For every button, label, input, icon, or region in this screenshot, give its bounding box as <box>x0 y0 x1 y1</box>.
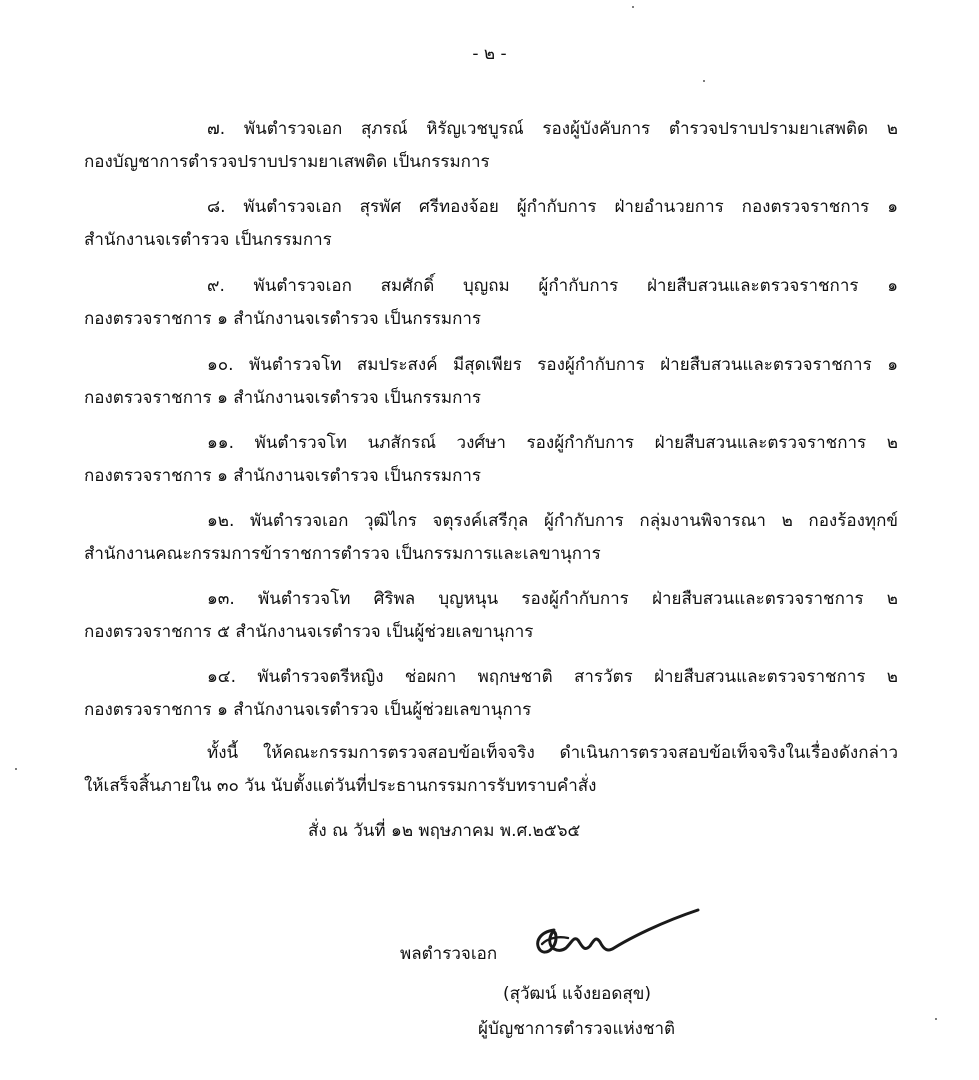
member-line-2: กองตรวจราชการ ๑ สำนักงานจเรตำรวจ เป็นผู้ช่วยเลขานุการ <box>84 700 532 720</box>
member-line-1: ๑๓. พันตำรวจโท ศิริพล บุญหนุน รองผู้กำกับการ ฝ่ายสืบสวนและตรวจราชการ ๒ <box>207 589 898 609</box>
member-line-1: ๘. พันตำรวจเอก สุรพัศ ศรีทองจ้อย ผู้กำกับการ ฝ่ายอำนวยการ กองตรวจราชการ ๑ <box>207 197 898 217</box>
member-item-9 <box>84 270 898 336</box>
scan-speck <box>935 1018 937 1020</box>
member-line-1: ๑๑. พันตำรวจโท นภสักรณ์ วงศ์ษา รองผู้กำกับการ ฝ่ายสืบสวนและตรวจราชการ ๒ <box>207 433 898 453</box>
member-line-1: ๑๔. พันตำรวจตรีหญิง ช่อผกา พฤกษชาติ สารวัตร ฝ่ายสืบสวนและตรวจราชการ ๒ <box>207 667 898 687</box>
member-item-10 <box>84 349 898 415</box>
member-line-2: กองบัญชาการตำรวจปราบปรามยาเสพติด เป็นกรรมการ <box>84 152 490 172</box>
member-item-13 <box>84 583 898 649</box>
instruction-line-1: ทั้งนี้ ให้คณะกรรมการตรวจสอบข้อเท็จจริง ดำเนินการตรวจสอบข้อเท็จจริงในเรื่องดังกล่าว <box>207 743 898 763</box>
signer-name: (สุวัฒน์ แจ้งยอดสุข) <box>503 984 651 1004</box>
scan-speck <box>15 768 17 770</box>
signer-rank: พลตำรวจเอก <box>400 944 498 964</box>
member-item-7 <box>84 113 898 179</box>
member-line-2: กองตรวจราชการ ๑ สำนักงานจเรตำรวจ เป็นกรรมการ <box>84 466 482 486</box>
member-line-2: กองตรวจราชการ ๕ สำนักงานจเรตำรวจ เป็นผู้ช่วยเลขานุการ <box>84 622 534 642</box>
member-item-11 <box>84 427 898 493</box>
member-line-1: ๗. พันตำรวจเอก สุภรณ์ หิรัญเวชบูรณ์ รองผู้บังคับการ ตำรวจปราบปรามยาเสพติด ๒ <box>207 119 898 139</box>
instruction-paragraph <box>84 737 898 803</box>
member-line-1: ๑๒. พันตำรวจเอก วุฒิไกร จตุรงค์เสรีกุล ผู้กำกับการ กลุ่มงานพิจารณา ๒ กองร้องทุกข์ <box>207 511 898 531</box>
handwritten-signature <box>512 908 712 978</box>
member-line-2: สำนักงานคณะกรรมการข้าราชการตำรวจ เป็นกรรมการและเลขานุการ <box>84 544 601 564</box>
member-item-14 <box>84 661 898 727</box>
instruction-line-2: ให้เสร็จสิ้นภายใน ๓๐ วัน นับตั้งแต่วันที่ประธานกรรมการรับทราบคำสั่ง <box>84 776 597 796</box>
signature-stroke <box>538 910 698 952</box>
member-line-1: ๑๐. พันตำรวจโท สมประสงค์ มีสุดเพียร รองผู้กำกับการ ฝ่ายสืบสวนและตรวจราชการ ๑ <box>207 355 898 375</box>
page-number: - ๒ - <box>472 44 507 64</box>
member-line-2: กองตรวจราชการ ๑ สำนักงานจเรตำรวจ เป็นกรรมการ <box>84 388 482 408</box>
member-line-1: ๙. พันตำรวจเอก สมศักดิ์ บุญถม ผู้กำกับการ ฝ่ายสืบสวนและตรวจราชการ ๑ <box>207 276 898 296</box>
member-line-2: กองตรวจราชการ ๑ สำนักงานจเรตำรวจ เป็นกรรมการ <box>84 309 482 329</box>
scan-speck <box>703 80 705 82</box>
member-line-2: สำนักงานจเรตำรวจ เป็นกรรมการ <box>84 230 332 250</box>
signer-title: ผู้บัญชาการตำรวจแห่งชาติ <box>478 1019 676 1039</box>
scan-speck <box>632 6 634 8</box>
member-item-12 <box>84 505 898 571</box>
order-date: สั่ง ณ วันที่ ๑๒ พฤษภาคม พ.ศ.๒๕๖๕ <box>308 821 581 841</box>
member-item-8 <box>84 191 898 257</box>
